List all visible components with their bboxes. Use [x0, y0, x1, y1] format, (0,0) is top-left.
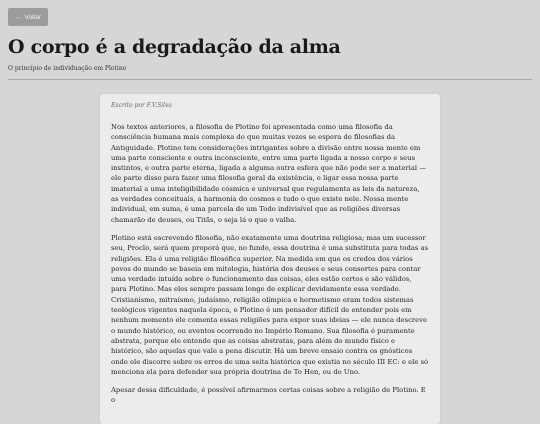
back-button[interactable]: [8, 8, 48, 26]
back-button-label: Voltar: [24, 13, 42, 21]
article-paragraph: Plotino está escrevendo filosofia, não exatamente uma doutrina religiosa; mas um sucessor seu, Proclo, será quem proporá que, no fundo, essa doutrina é uma substituta para todas as religiões. Ela é uma religião filosófica superior. Na medida em que os credos dos vários povos do mundo se baseia em mitologia, história dos deuses e seus consortes para contar uma verdade intuída sobre o funcionamento das coisas, eles estão certos e são válidos, para Plotino. Mas eles sempre passam longe de explicar devidamente essa verdade. Cristianismo, mitraísmo, judaísmo, religião olímpica e hermetismo eram todos sistemas teológicos vigentes naquela época, e Plotino é um pensador difícil de entender pois em nenhum momento ele comenta essas religiões para expor suas ideias — ele nunca descreve o mundo histórico, ou eventos ocorrendo no Império Romano. Sua filosofia é puramente abstrata, porque ele entende que as coisas abstratas, para além do mundo físico e histórico, são aquelas que vale a pena discutir. Há um breve ensaio contra os gnósticos onde ele discorre sobre os erros de uma seita histórica que existia no século III EC: e ele só menciona ela para defender sua própria doutrina do To Hen, ou do Uno.: [111, 233, 429, 376]
page-subtitle: O princípio de individuação em Plotino: [8, 65, 127, 72]
article-card: [100, 94, 440, 424]
article-paragraph: Apesar dessa dificuldade, é possível afirmarmos certas coisas sobre a religião de Plotino. E o: [111, 386, 426, 405]
page-title: O corpo é a degradação da alma: [8, 36, 341, 58]
arrow-left-icon: ←: [15, 13, 22, 21]
article-author: Escrito por F.V.Silva: [111, 102, 173, 109]
article-paragraph: Nos textos anteriores, a filosofia de Plotino foi apresentada como uma filosofia da consciência humana mais complexa do que muitas vezes se espera de filosofias da Antiguidade. Plotino tem considerações intrigantes sobre a divisão entre nossa mente em uma parte consciente e outra inconsciente, entre uma parte ligada a nosso corpo e seus instintos, e outra parte eterna, ligada a alguma outra esfera que não pode ser a material — ele parte disso para fazer uma filosofia geral da existência, e ligar essa nossa parte imaterial a uma inteligibilidade cósmica e universal que regulamenta as leis da natureza, as verdades conceituais, a harmonia do cosmos e tudo o que existe nele. Nossa mente individual, em suma, é uma parcela de um Todo indivisível que as religiões diversas chamarão de deuses, ou Titãs, o seja lá o que o valha.: [111, 123, 427, 224]
header-divider: [8, 79, 532, 80]
